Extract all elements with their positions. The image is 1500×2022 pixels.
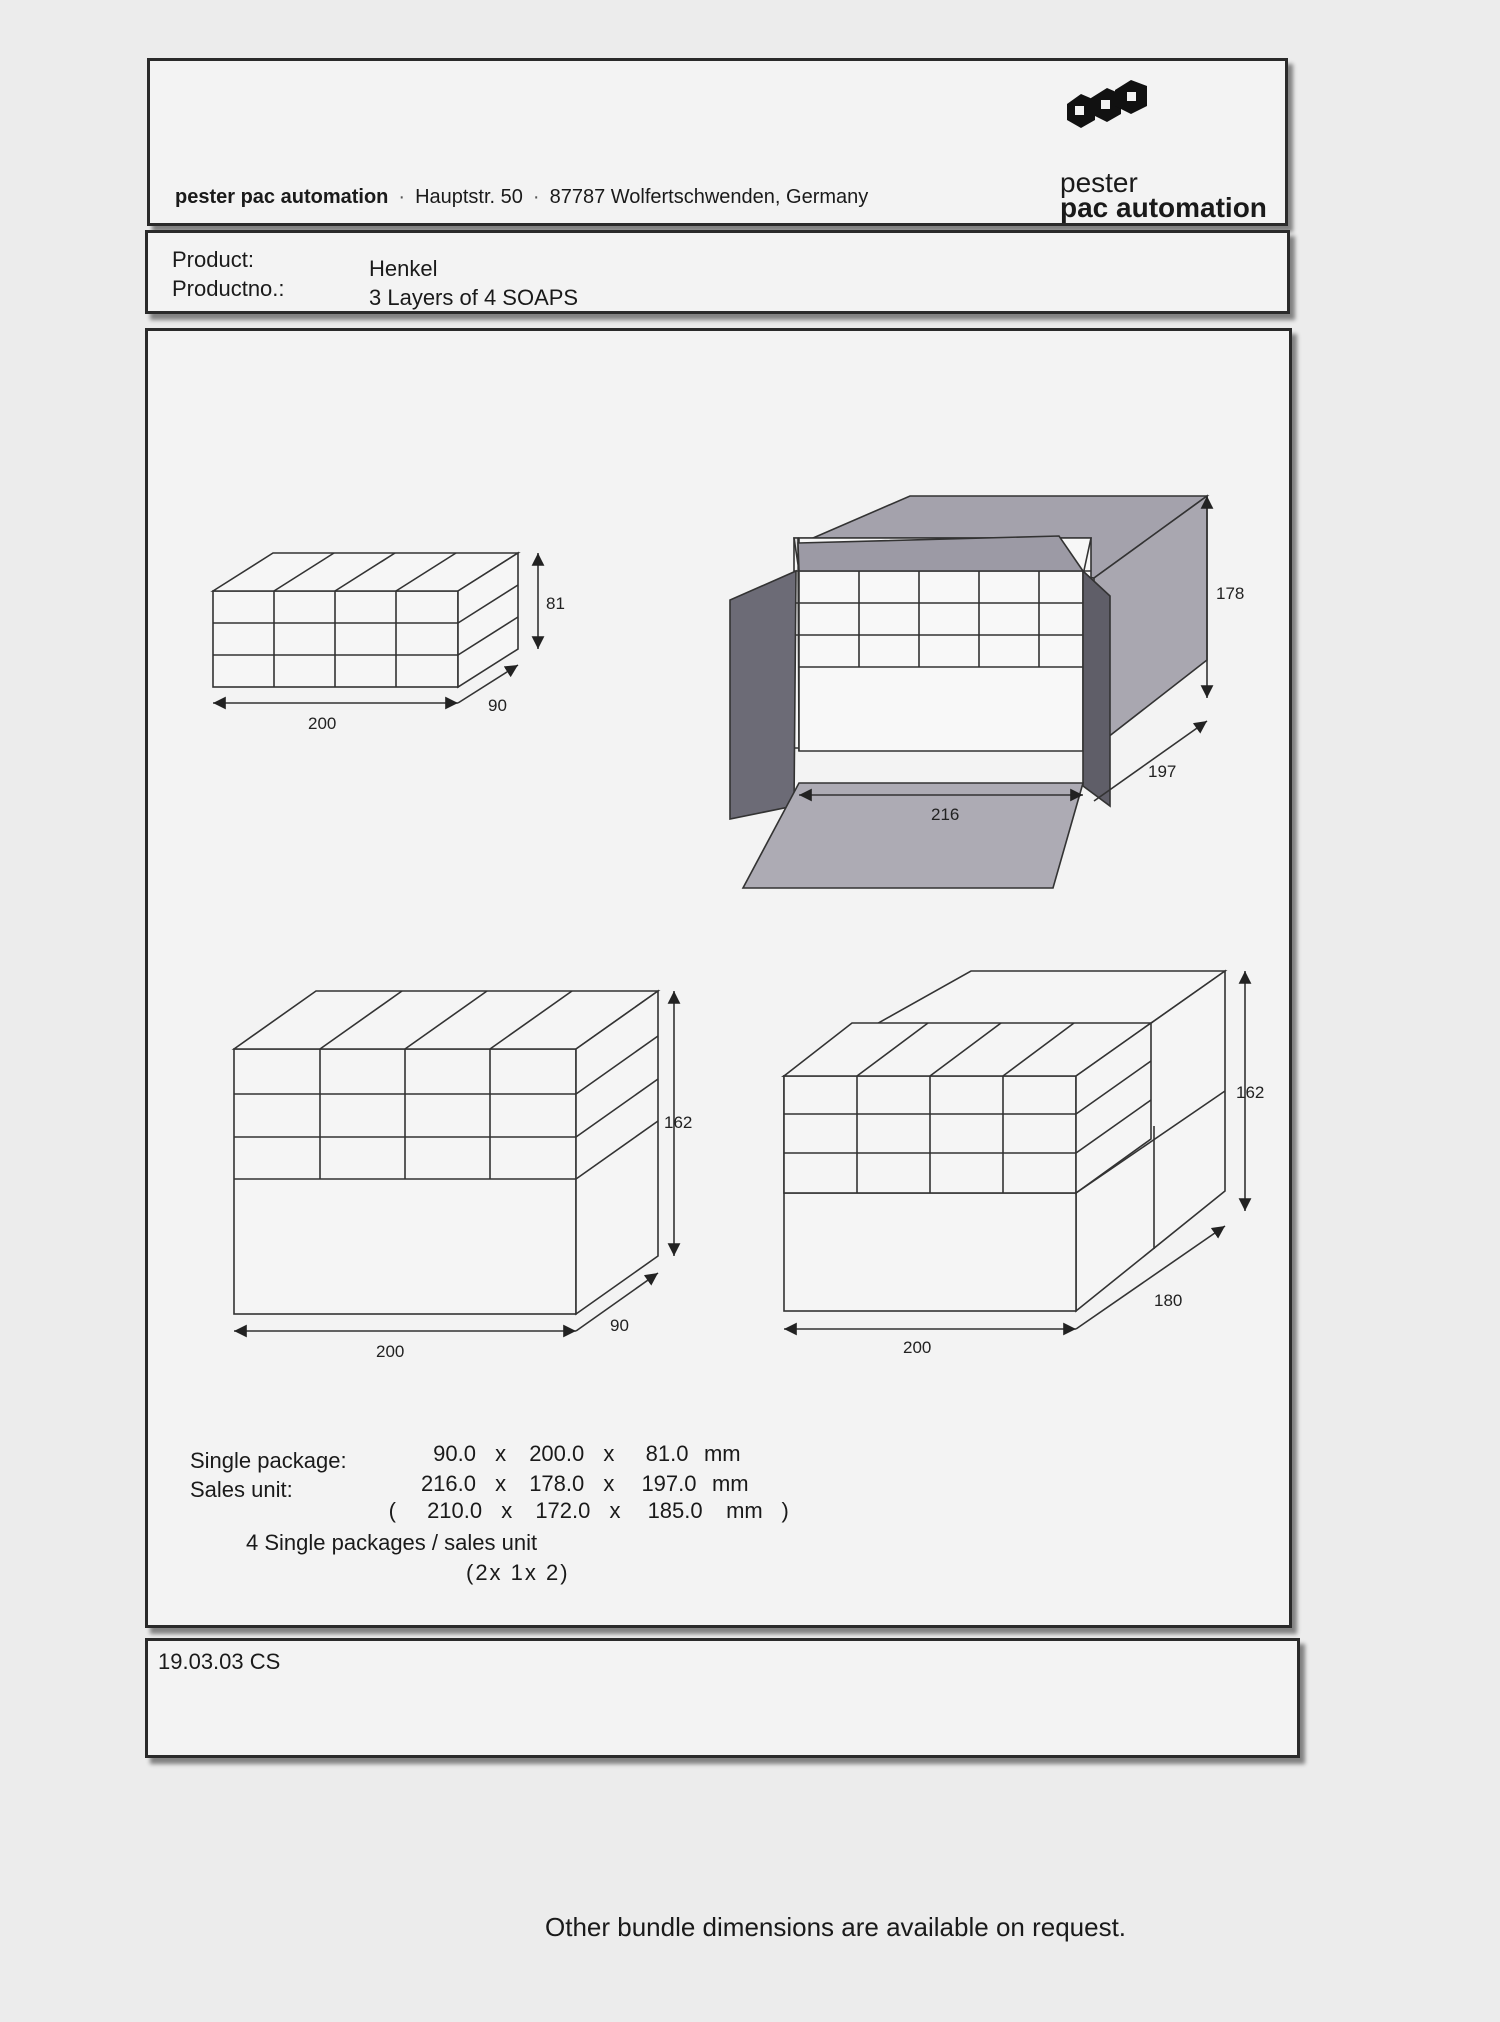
logo-line-1: pester (1060, 167, 1138, 198)
dim-iso-width: 200 (903, 1338, 932, 1357)
sales-unit-label: Sales unit: (190, 1477, 293, 1502)
bundle-front-drawing (234, 991, 674, 1331)
separator: · (532, 186, 540, 208)
bundle-iso-drawing (784, 971, 1245, 1329)
dim-value: 185.0 (647, 1498, 703, 1523)
product-box (145, 230, 1290, 314)
bundle-note: Other bundle dimensions are available on request. (545, 1912, 1127, 1942)
paren: ( (388, 1498, 396, 1523)
dim-single-height: 81 (546, 594, 565, 613)
dim-value: 200.0 (529, 1441, 585, 1466)
times-sign: x (603, 1441, 615, 1466)
technical-drawings (148, 331, 1289, 1625)
dim-value: 210.0 (427, 1498, 483, 1523)
productno-value: 3 Layers of 4 SOAPS (369, 285, 579, 310)
dim-value: 178.0 (529, 1471, 585, 1496)
address-line (175, 186, 868, 209)
spec-labels (190, 1446, 347, 1504)
dim-value: 90.0 (433, 1441, 476, 1466)
times-sign: x (501, 1498, 513, 1523)
dim-carton-depth: 197 (1148, 762, 1177, 781)
street: Hauptstr. 50 (415, 186, 523, 208)
dim-value: 172.0 (535, 1498, 591, 1523)
company-logo (1060, 78, 1270, 223)
dim-unit: mm (703, 1441, 741, 1466)
company-name: pester pac automation (175, 186, 389, 208)
times-sign: x (603, 1471, 615, 1496)
single-package-drawing (213, 553, 538, 703)
paren: ) (781, 1498, 789, 1523)
packages-per-unit: 4 Single packages / sales unit (246, 1530, 538, 1555)
dim-value: 81.0 (645, 1441, 689, 1466)
dim-carton-width: 216 (931, 805, 960, 824)
package-layout: (2x 1x 2) (466, 1560, 570, 1585)
logo-line-2: pac automation (1060, 192, 1267, 223)
dim-single-depth: 90 (488, 696, 507, 715)
dim-iso-depth: 180 (1154, 1291, 1183, 1310)
sales-unit-dims (402, 1471, 749, 1497)
dim-carton-height: 178 (1216, 584, 1245, 603)
date-initials: 19.03.03 CS (158, 1649, 281, 1674)
times-sign: x (495, 1441, 507, 1466)
logo-mark-icon (1065, 78, 1155, 136)
footer-box (145, 1638, 1300, 1758)
dim-front-width: 200 (376, 1342, 405, 1361)
product-value: Henkel (369, 256, 438, 281)
dim-unit: mm (726, 1498, 763, 1523)
dim-front-height: 162 (664, 1113, 693, 1132)
dim-iso-height: 162 (1236, 1083, 1265, 1102)
product-values (369, 254, 578, 312)
product-label: Product: (172, 247, 254, 272)
product-labels (172, 245, 285, 303)
dim-unit: mm (711, 1471, 749, 1496)
inner-dims (376, 1498, 789, 1524)
drawing-box (145, 328, 1292, 1628)
times-sign: x (495, 1471, 507, 1496)
logo-text (1060, 167, 1267, 223)
dim-value: 216.0 (420, 1471, 476, 1496)
separator: · (398, 186, 406, 208)
dim-front-depth: 90 (610, 1316, 629, 1335)
dim-value: 197.0 (641, 1471, 697, 1496)
single-package-label: Single package: (190, 1448, 347, 1473)
dim-single-width: 200 (308, 714, 337, 733)
header-box (147, 58, 1288, 226)
times-sign: x (609, 1498, 621, 1523)
open-carton-drawing (730, 496, 1207, 888)
single-package-dims (416, 1441, 741, 1467)
productno-label: Productno.: (172, 276, 285, 301)
city: 87787 Wolfertschwenden, Germany (549, 186, 869, 208)
